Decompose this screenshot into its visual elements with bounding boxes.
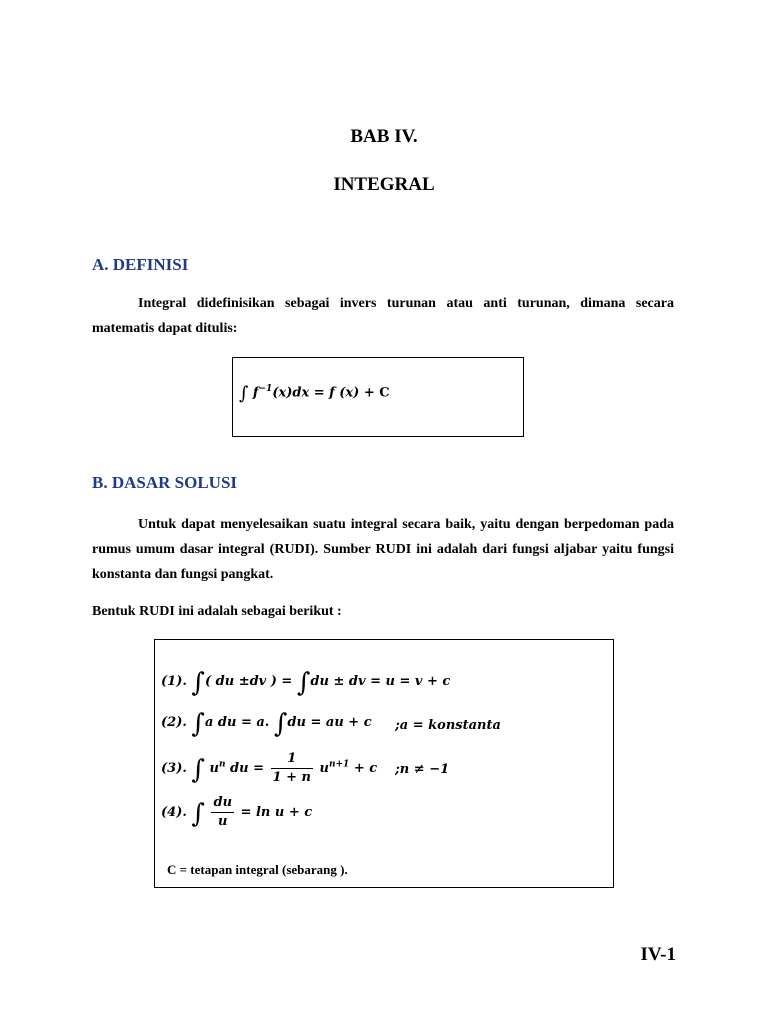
section-b-heading: B. DASAR SOLUSI: [92, 473, 238, 492]
section-b-intro: Bentuk RUDI ini adalah sebagai berikut :: [92, 604, 342, 619]
section-b-paragraph: Untuk dapat menyelesaikan suatu integral secara baik, yaitu dengan berpedoman pada rumus umum dasar integral (RUDI). Sumber RUDI ini adalah dari fungsi aljabar yaitu fungsi konstanta dan fungsi pangkat.: [92, 517, 674, 582]
rule-4: [161, 796, 312, 829]
rule-3-result-exponent: n+1: [328, 759, 350, 770]
rule-3-lhs: du =: [230, 761, 264, 776]
rule-2: [161, 711, 372, 737]
integral-sign: ∫: [191, 709, 205, 739]
rule-3-result-base: u: [319, 761, 329, 776]
integral-sign: ∫: [191, 668, 205, 698]
rule-3-label: (3).: [161, 761, 187, 776]
rule-4-rhs: = ln u + c: [240, 805, 313, 820]
rule-1: [161, 670, 450, 696]
rule-2-condition: ;a = konstanta: [395, 718, 501, 733]
rule-3-exponent: n: [218, 759, 226, 770]
rule-3-fraction: [271, 752, 313, 785]
function-f: f: [252, 385, 259, 401]
formula-constant: + C: [359, 385, 390, 401]
rule-1-lhs: ( du ±dv ) =: [204, 674, 293, 689]
inverse-exponent: −1: [258, 384, 273, 394]
chapter-label: BAB IV.: [350, 126, 418, 147]
definition-formula-box: [232, 357, 524, 437]
rule-2-label: (2).: [161, 715, 187, 730]
rule-1-rhs: du ± dv = u = v + c: [310, 674, 451, 689]
rule-4-fraction: [211, 796, 234, 829]
constant-note: C = tetapan integral (sebarang ).: [167, 862, 348, 877]
rule-1-label: (1).: [161, 674, 187, 689]
rule-3-constant: + c: [353, 761, 378, 776]
rule-2-lhs: a du = a.: [204, 715, 270, 730]
fraction-denominator: 1 + n: [272, 770, 311, 785]
formula-lhs: (x)dx = f (x): [272, 385, 360, 401]
integral-sign: ∫: [296, 668, 311, 698]
rule-3: [161, 752, 377, 785]
fraction-denominator: u: [218, 814, 228, 829]
integral-sign: ∫: [239, 383, 249, 405]
rule-3-base: u: [209, 761, 219, 776]
fraction-numerator: du: [211, 796, 234, 813]
section-a-heading: A. DEFINISI: [92, 255, 189, 274]
integral-sign: ∫: [191, 799, 205, 829]
section-a-paragraph: Integral didefinisikan sebagai invers turunan atau anti turunan, dimana secara matematis dapat ditulis:: [92, 296, 674, 336]
integral-sign: ∫: [273, 709, 288, 739]
definition-formula: [239, 384, 390, 403]
page-title: INTEGRAL: [333, 174, 435, 195]
fraction-numerator: 1: [271, 752, 313, 769]
rudi-formula-box: [154, 639, 614, 888]
rule-2-rhs: du = au + c: [287, 715, 372, 730]
rule-4-label: (4).: [161, 805, 187, 820]
rule-3-condition: ;n ≠ −1: [395, 762, 450, 777]
integral-sign: ∫: [191, 755, 205, 785]
page-number: IV-1: [640, 944, 676, 965]
